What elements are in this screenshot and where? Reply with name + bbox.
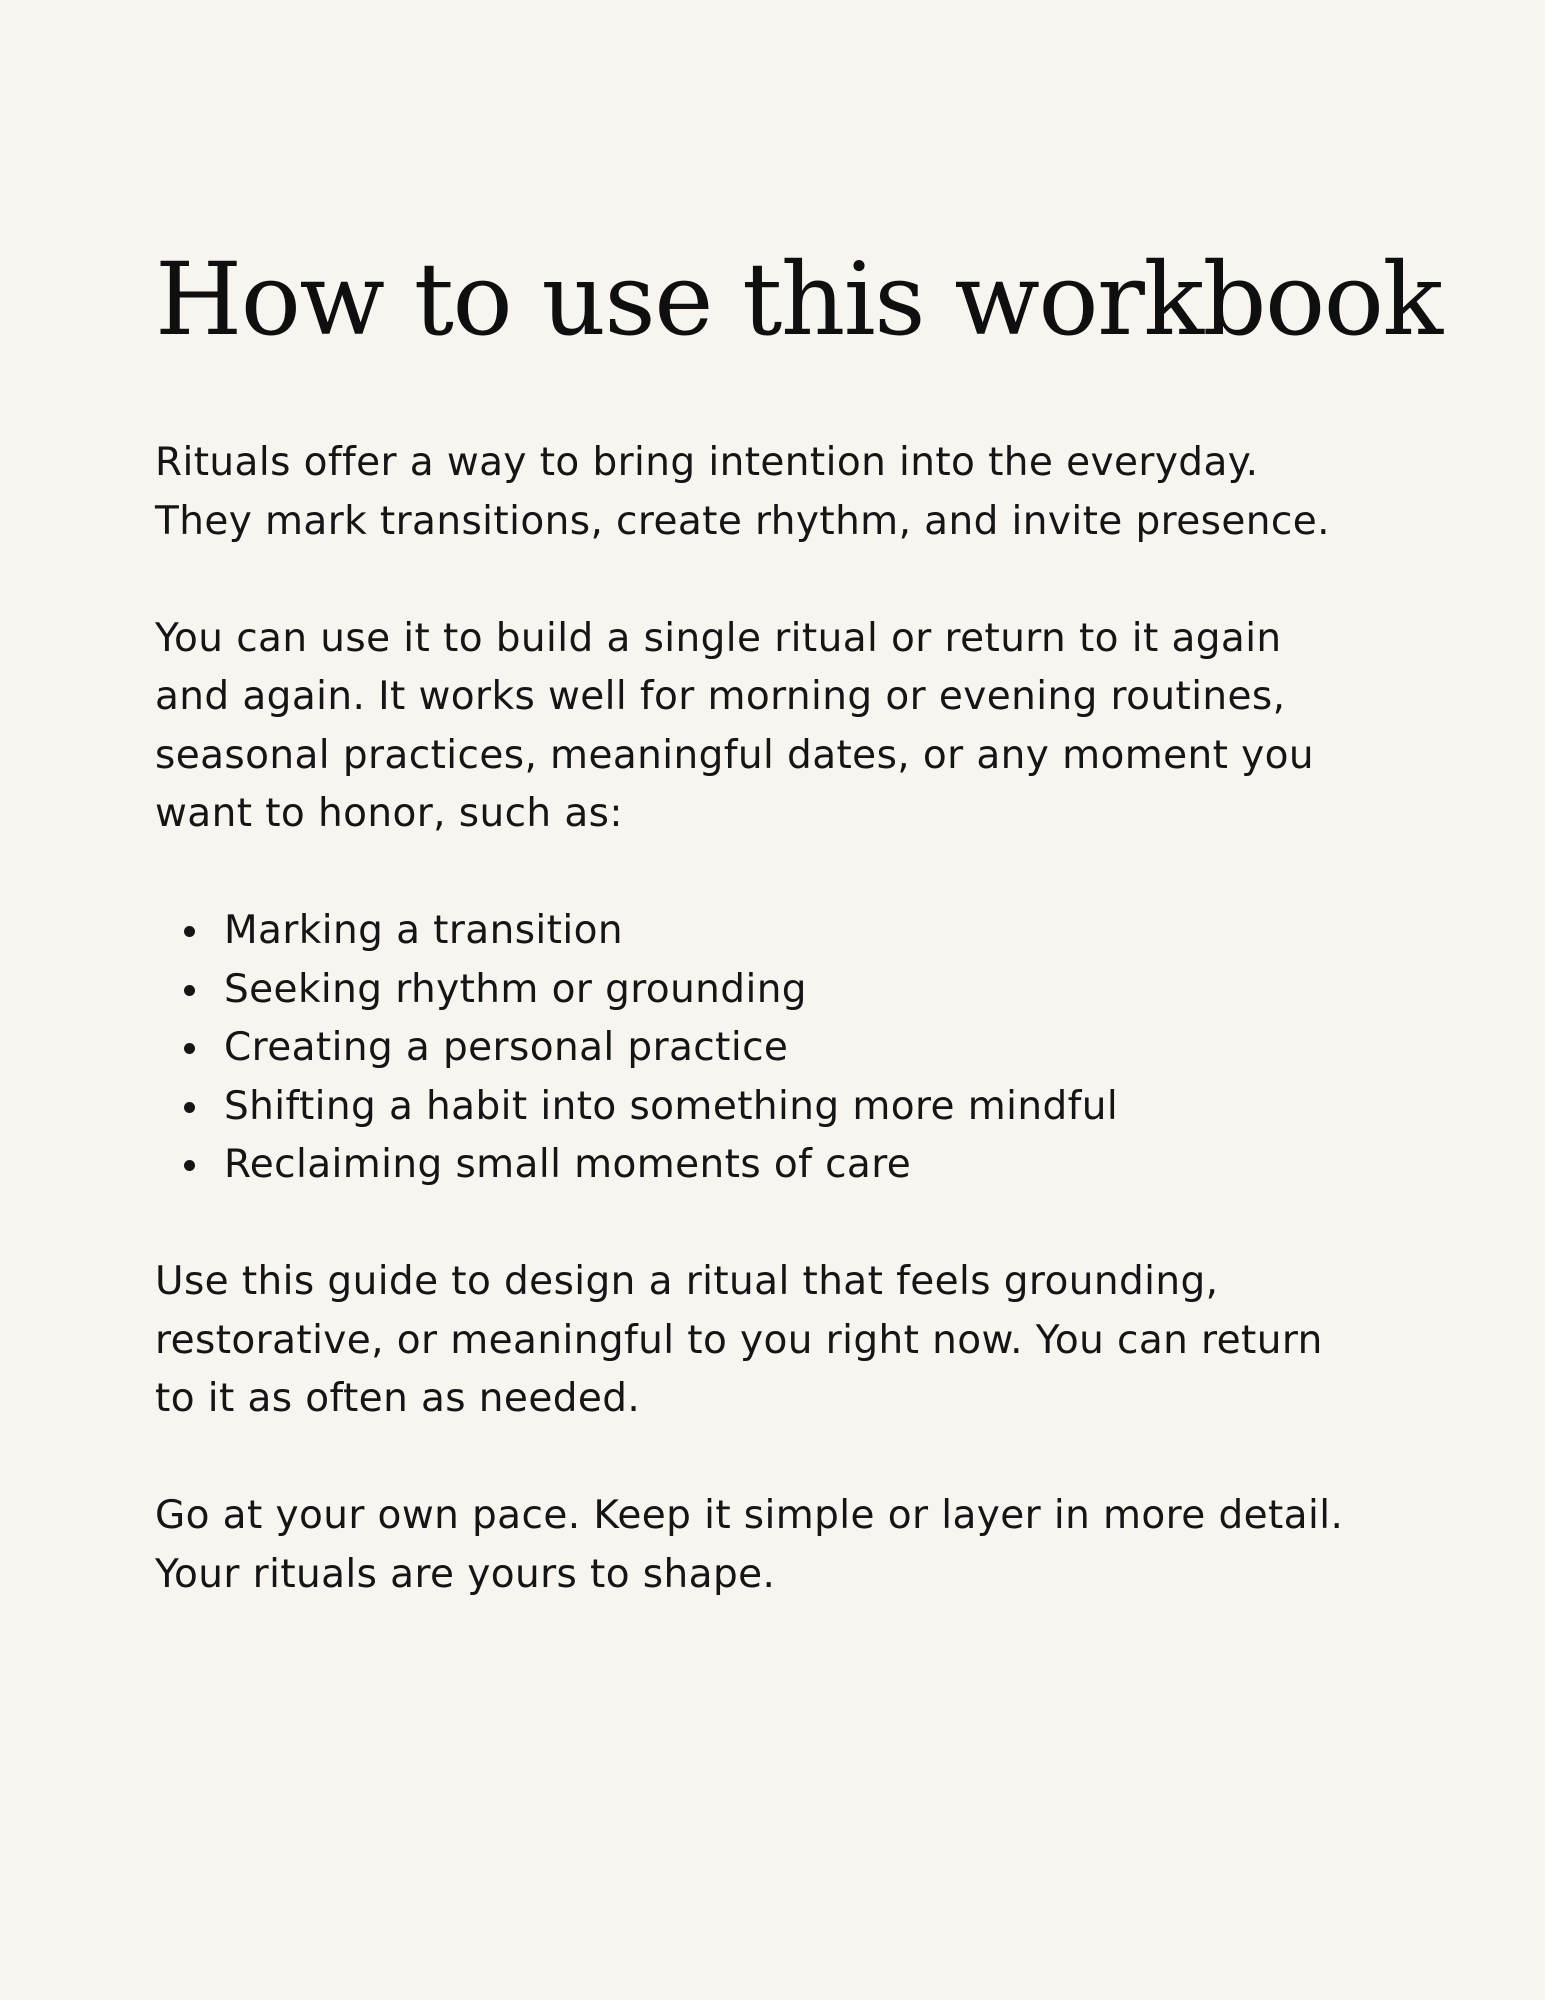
- page-content: [155, 240, 1442, 1604]
- ritual-examples-list: [155, 902, 1405, 1195]
- list-item: [155, 1078, 1405, 1137]
- usage-line: want to honor, such as:: [155, 791, 623, 836]
- closing-line: Your rituals are yours to shape.: [155, 1551, 776, 1597]
- guide-line: restorative, or meaningful to you right now. You can return: [155, 1317, 1323, 1363]
- guide-line: Use this guide to design a ritual that feels grounding,: [155, 1259, 1219, 1304]
- list-item: [155, 902, 1405, 961]
- intro-paragraph: [155, 434, 1405, 551]
- usage-paragraph: [155, 610, 1405, 844]
- body-copy: [155, 434, 1405, 1604]
- bullet-icon: [184, 1102, 195, 1113]
- list-item: [155, 1019, 1405, 1078]
- bullet-icon: [184, 985, 195, 996]
- list-item-text: Marking a transition: [224, 908, 623, 953]
- bullet-icon: [184, 1043, 195, 1054]
- list-item-text: Creating a personal practice: [224, 1025, 789, 1070]
- intro-line: They mark transitions, create rhythm, and invite presence.: [155, 498, 1330, 544]
- usage-line: seasonal practices, meaningful dates, or any moment you: [155, 732, 1314, 778]
- guide-paragraph: [155, 1253, 1405, 1429]
- list-item-text: Seeking rhythm or grounding: [224, 966, 807, 1012]
- list-item: [155, 1136, 1405, 1195]
- bullet-icon: [184, 1160, 195, 1171]
- usage-line: You can use it to build a single ritual or return to it again: [155, 615, 1282, 661]
- bullet-icon: [184, 926, 195, 937]
- usage-line: and again. It works well for morning or evening routines,: [155, 674, 1286, 719]
- list-item: [155, 961, 1405, 1020]
- list-item-text: Reclaiming small moments of care: [224, 1142, 912, 1187]
- guide-line: to it as often as needed.: [155, 1376, 641, 1421]
- intro-line: Rituals offer a way to bring intention into the everyday.: [155, 440, 1259, 485]
- page-title: How to use this workbook: [155, 241, 1442, 358]
- closing-line: Go at your own pace. Keep it simple or layer in more detail.: [155, 1493, 1344, 1538]
- list-item-text: Shifting a habit into something more mindful: [224, 1083, 1119, 1129]
- closing-paragraph: [155, 1487, 1405, 1604]
